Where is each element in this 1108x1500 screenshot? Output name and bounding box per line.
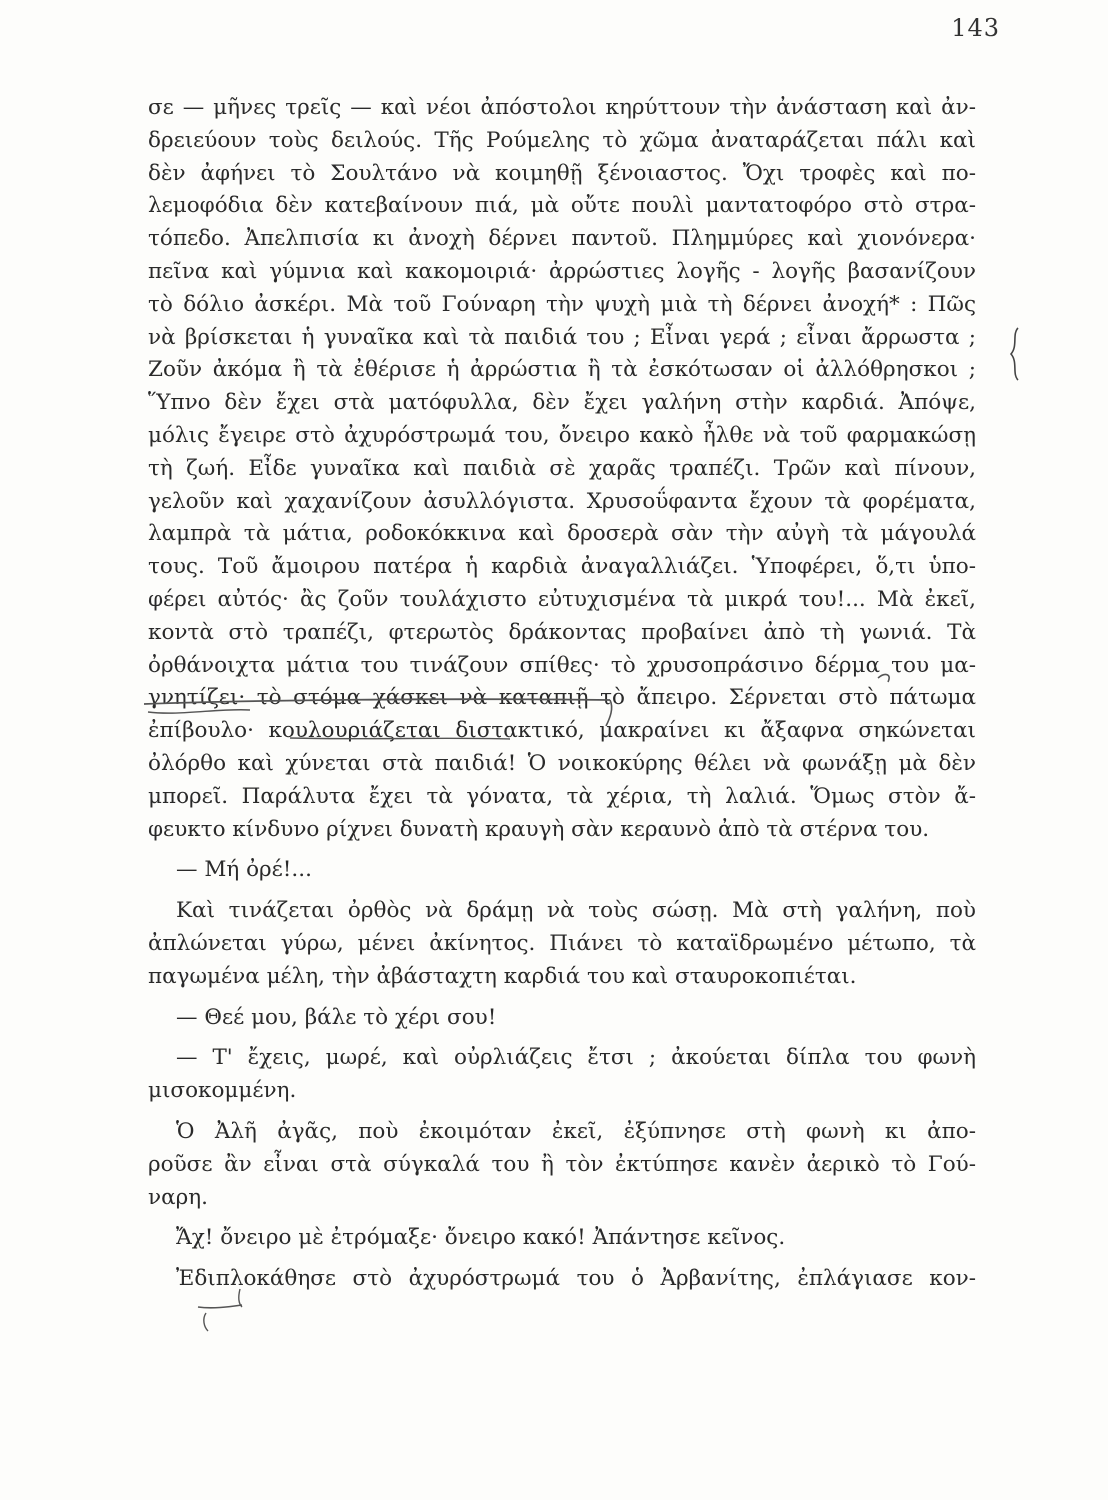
paragraph-start-line: Καὶ τινάζεται ὀρθὸς νὰ δράμῃ νὰ τοὺς σώσῃ. Μὰ στὴ γαλήνη, ποὺ (176, 898, 976, 924)
text-line: δρειεύουν τοὺς δειλούς. Τῆς Ρούμελης τὸ χῶμα ἀναταράζεται πάλι καὶ (148, 127, 976, 153)
dialogue-line: Ἄχ! ὄνειρο μὲ ἐτρόμαξε· ὄνειρο κακό! Ἀπάντησε κεῖνος. (176, 1225, 786, 1251)
underlined-text-line: ὀρθάνοιχτα μάτια του τινάζουν σπίθες· τὸ χρυσοπράσινο δέρμα του μα- (148, 652, 976, 678)
text-line: τους. Τοῦ ἄμοιρου πατέρα ἡ καρδιὰ ἀναγαλλιάζει. Ὑποφέρει, ὅ,τι ὑπο- (148, 554, 976, 580)
text-line: ὀλόρθο καὶ χύνεται στὰ παιδιά! Ὁ νοικοκύρης θέλει νὰ φωνάξῃ μὰ δὲν (148, 750, 976, 776)
text-line: δὲν ἀφήνει τὸ Σουλτάνο νὰ κοιμηθῇ ξένοιαστος. Ὄχι τροφὲς καὶ πο- (148, 160, 976, 186)
text-line: κοντὰ στὸ τραπέζι, φτερωτὸς δράκοντας προβαίνει ἀπὸ τὴ γωνιά. Τὰ (148, 619, 976, 645)
text-line: ροῦσε ἂν εἶναι στὰ σύγκαλά του ἢ τὸν ἐκτύπησε κανὲν ἀερικὸ τὸ Γού- (148, 1151, 976, 1177)
text-line: τὸ δόλιο ἀσκέρι. Μὰ τοῦ Γούναρη τὴν ψυχὴ μιὰ τὴ δέρνει ἀνοχή* : Πῶς (148, 291, 976, 317)
text-line: φέρει αὐτός· ἂς ζοῦν τουλάχιστο εὐτυχισμένα τὰ μικρά του!... Μὰ ἐκεῖ, (148, 586, 976, 612)
paragraph-start-line: Ὁ Ἀλῆ ἀγᾶς, ποὺ ἐκοιμόταν ἐκεῖ, ἐξύπνησε στὴ φωνὴ κι ἀπο- (176, 1118, 976, 1144)
text-line: πεῖνα καὶ γύμνια καὶ κακομοιριά· ἀρρώστιες λογῆς - λογῆς βασανίζουν (148, 258, 976, 284)
page-number: 143 (951, 14, 1000, 42)
text-line: φευκτο κίνδυνο ρίχνει δυνατὴ κραυγὴ σὰν κεραυνὸ ἀπὸ τὰ στέρνα του. (148, 816, 930, 842)
text-line: ναρη. (148, 1184, 208, 1210)
paragraph-start-line: Ἐδιπλοκάθησε στὸ ἀχυρόστρωμά του ὁ Ἀρβανίτης, ἐπλάγιασε κον- (176, 1266, 976, 1292)
text-line: παγωμένα μέλη, τὴν ἀβάσταχτη καρδιά του καὶ σταυροκοπιέται. (148, 963, 857, 989)
text-line: ἐπίβουλο· κουλουριάζεται διστακτικό, μακραίνει κι ἄξαφνα σηκώνεται (148, 718, 976, 744)
text-line: Ὕπνο δὲν ἔχει στὰ ματόφυλλα, δὲν ἔχει γαλήνη στὴν καρδιά. Ἀπόψε, (148, 390, 976, 416)
text-line: σε — μῆνες τρεῖς — καὶ νέοι ἀπόστολοι κηρύττουν τὴν ἀνάσταση καὶ ἀν- (148, 95, 976, 120)
dialogue-line: — Τ' ἔχεις, μωρέ, καὶ οὐρλιάζεις ἔτσι ; ἀκούεται δίπλα του φωνὴ (176, 1045, 976, 1071)
text-line: ἀπλώνεται γύρω, μένει ἀκίνητος. Πιάνει τὸ καταϊδρωμένο μέτωπο, τὰ (148, 930, 976, 956)
dialogue-line: — Μή ὀρέ!... (176, 857, 312, 883)
text-line: τὴ ζωή. Εἶδε γυναῖκα καὶ παιδιὰ σὲ χαρᾶς τραπέζι. Τρῶν καὶ πίνουν, (148, 455, 976, 481)
text-line: Ζοῦν ἀκόμα ἢ τὰ ἐθέρισε ἡ ἀρρώστια ἢ τὰ ἐσκότωσαν οἱ ἀλλόθρησκοι ; (148, 357, 976, 383)
text-line: γελοῦν καὶ χαχανίζουν ἀσυλλόγιστα. Χρυσοΰφαντα ἔχουν τὰ φορέματα, (148, 488, 976, 514)
dialogue-line: — Θεέ μου, βάλε τὸ χέρι σου! (176, 1004, 497, 1030)
text-line: μισοκομμένη. (148, 1078, 297, 1104)
body-text (148, 92, 976, 1296)
text-line: λαμπρὰ τὰ μάτια, ροδοκόκκινα καὶ δροσερὰ σὰν τὴν αὐγὴ τὰ μάγουλά (148, 521, 976, 547)
text-line: μπορεῖ. Παράλυτα ἔχει τὰ γόνατα, τὰ χέρια, τὴ λαλιά. Ὅμως στὸν ἄ- (148, 783, 976, 809)
text-line: μόλις ἔγειρε στὸ ἀχυρόστρωμά του, ὄνειρο κακὸ ἦλθε νὰ τοῦ φαρμακώσῃ (148, 422, 976, 448)
text-line: νὰ βρίσκεται ἡ γυναῖκα καὶ τὰ παιδιά του ; Εἶναι γερά ; εἶναι ἄρρωστα ; (148, 324, 976, 350)
margin-brace-mark (1008, 326, 1022, 382)
text-line: λεμοφόδια δὲν κατεβαίνουν πιά, μὰ οὔτε πουλὶ μαντατοφόρο στὸ στρα- (148, 193, 976, 219)
text-line: γνητίζει· τὸ στόμα χάσκει νὰ καταπιῇ τὸ ἄπειρο. Σέρνεται στὸ πάτωμα (148, 685, 976, 711)
text-line: τόπεδο. Ἀπελπισία κι ἀνοχὴ δέρνει παντοῦ. Πλημμύρες καὶ χιονόνερα· (148, 226, 976, 252)
